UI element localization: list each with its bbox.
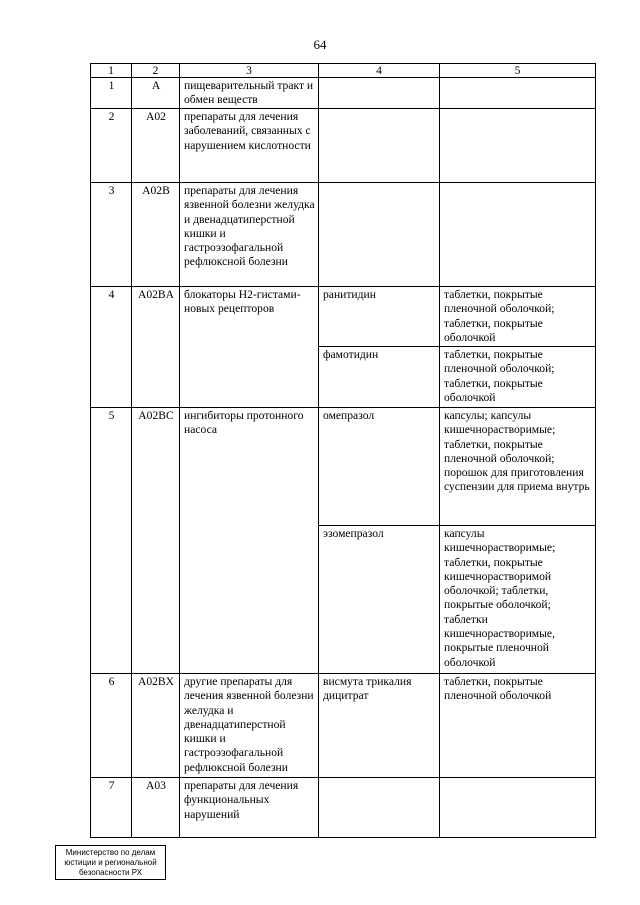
stamp-line: безопасности РХ <box>78 868 143 877</box>
dosage-forms <box>440 183 596 287</box>
atc-code: A02BX <box>132 674 180 778</box>
row-number: 2 <box>91 109 132 183</box>
table-row <box>91 287 596 347</box>
group-name: блокаторы Н2-гистами-новых рецепторов <box>180 287 319 408</box>
table-row <box>91 408 596 526</box>
row-number: 4 <box>91 287 132 408</box>
drug-name: ранитидин <box>319 287 440 347</box>
dosage-forms: капсулы; капсулы кишечнорастворимые; таблетки, покрытые пленочной оболочкой; порошок для приготовления суспензии для приема внутрь <box>440 408 596 526</box>
group-name: препараты для лечения язвенной болезни желудка и двенадцатиперстной кишки и гастроэзофагальной рефлюксной болезни <box>180 183 319 287</box>
drug-name <box>319 183 440 287</box>
drug-list-table <box>90 63 596 838</box>
atc-code: A <box>132 78 180 109</box>
group-name: пищеварительный тракт и обмен веществ <box>180 78 319 109</box>
table-row <box>91 183 596 287</box>
dosage-forms: таблетки, покрытые пленочной оболочкой; таблетки, покрытые оболочкой <box>440 287 596 347</box>
drug-name: эзомепразол <box>319 526 440 674</box>
dosage-forms: капсулы кишечнорастворимые; таблетки, покрытые кишечнорастворимой оболочкой; таблетки, покрытые оболочкой; таблетки кишечнорастворимые, покрытые пленочной оболочкой <box>440 526 596 674</box>
dosage-forms <box>440 78 596 109</box>
column-header-1: 1 <box>91 64 132 78</box>
table-row <box>91 78 596 109</box>
atc-code: A03 <box>132 778 180 838</box>
drug-name <box>319 109 440 183</box>
dosage-forms <box>440 778 596 838</box>
page-number: 64 <box>313 37 327 52</box>
header-row <box>91 64 596 78</box>
row-number: 6 <box>91 674 132 778</box>
drug-name <box>319 78 440 109</box>
stamp-line: Министерство по делам <box>65 848 156 857</box>
dosage-forms <box>440 109 596 183</box>
column-header-3: 3 <box>180 64 319 78</box>
group-name: ингибиторы протонного насоса <box>180 408 319 674</box>
drug-name: фамотидин <box>319 347 440 408</box>
table-row <box>91 674 596 778</box>
column-header-2: 2 <box>132 64 180 78</box>
row-number: 3 <box>91 183 132 287</box>
atc-code: A02BA <box>132 287 180 408</box>
drug-name: омепразол <box>319 408 440 526</box>
group-name: препараты для лечения функциональных нарушений <box>180 778 319 838</box>
drug-name <box>319 778 440 838</box>
stamp-line: юстиции и региональной <box>64 858 157 867</box>
atc-code: A02 <box>132 109 180 183</box>
group-name: другие препараты для лечения язвенной болезни желудка и двенадцатиперстной кишки и гастроэзофагальной рефлюксной болезни <box>180 674 319 778</box>
dosage-forms: таблетки, покрытые пленочной оболочкой <box>440 674 596 778</box>
atc-code: A02BC <box>132 408 180 674</box>
table-row <box>91 778 596 838</box>
row-number: 7 <box>91 778 132 838</box>
atc-code: A02B <box>132 183 180 287</box>
row-number: 5 <box>91 408 132 674</box>
drug-name: висмута трикалия дицитрат <box>319 674 440 778</box>
column-header-5: 5 <box>440 64 596 78</box>
row-number: 1 <box>91 78 132 109</box>
dosage-forms: таблетки, покрытые пленочной оболочкой; таблетки, покрытые оболочкой <box>440 347 596 408</box>
table-row <box>91 109 596 183</box>
group-name: препараты для лечения заболеваний, связанных с нарушением кислотности <box>180 109 319 183</box>
ministry-stamp <box>55 845 166 880</box>
column-header-4: 4 <box>319 64 440 78</box>
